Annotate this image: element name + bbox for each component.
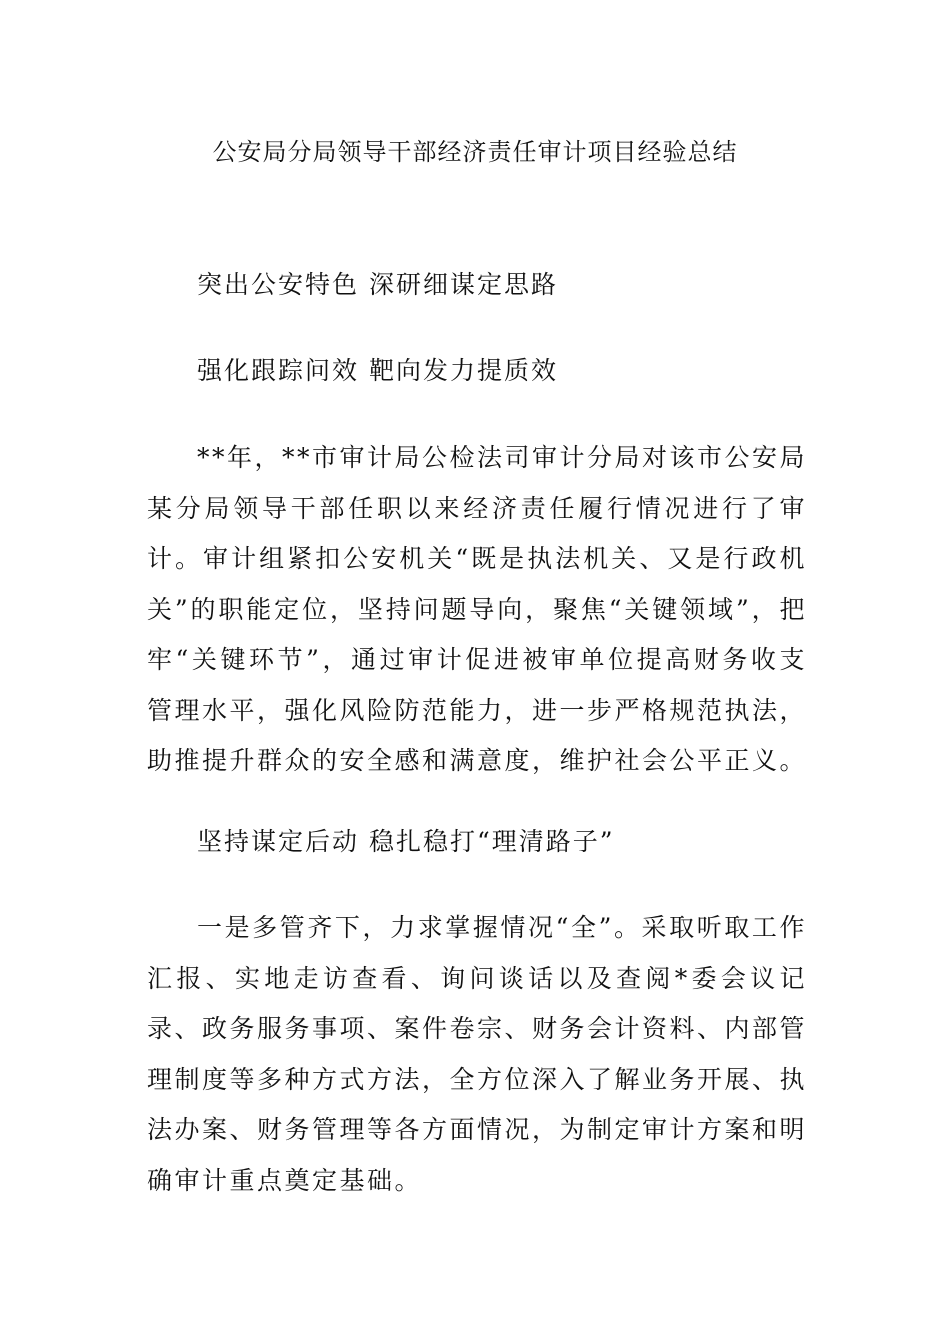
document-title: 公安局分局领导干部经济责任审计项目经验总结 [212, 138, 738, 166]
section-heading-3: 坚持谋定后动 稳扎稳打“理清路子” [197, 827, 615, 856]
paragraph-2: 一是多管齐下，力求掌握情况“全”。采取听取工作汇报、实地走访查看、询问谈话以及查阅*委会议记录、政务服务事项、案件卷宗、财务会计资料、内部管理制度等多种方式方法，全方位深入了解业务开展、执法办案、财务管理等各方面情况，为制定审计方案和明确审计重点奠定基础。 [147, 913, 808, 1195]
paragraph-1: **年，**市审计局公检法司审计分局对该市公安局某分局领导干部任职以来经济责任履行情况进行了审计。审计组紧扣公安机关“既是执法机关、又是行政机关”的职能定位，坚持问题导向，聚焦“关键领域”，把牢“关键环节”，通过审计促进被审单位提高财务收支管理水平，强化风险防范能力，进一步严格规范执法，助推提升群众的安全感和满意度，维护社会公平正义。 [147, 443, 808, 775]
section-heading-1: 突出公安特色 深研细谋定思路 [197, 270, 558, 299]
section-heading-2: 强化跟踪问效 靶向发力提质效 [197, 356, 558, 385]
